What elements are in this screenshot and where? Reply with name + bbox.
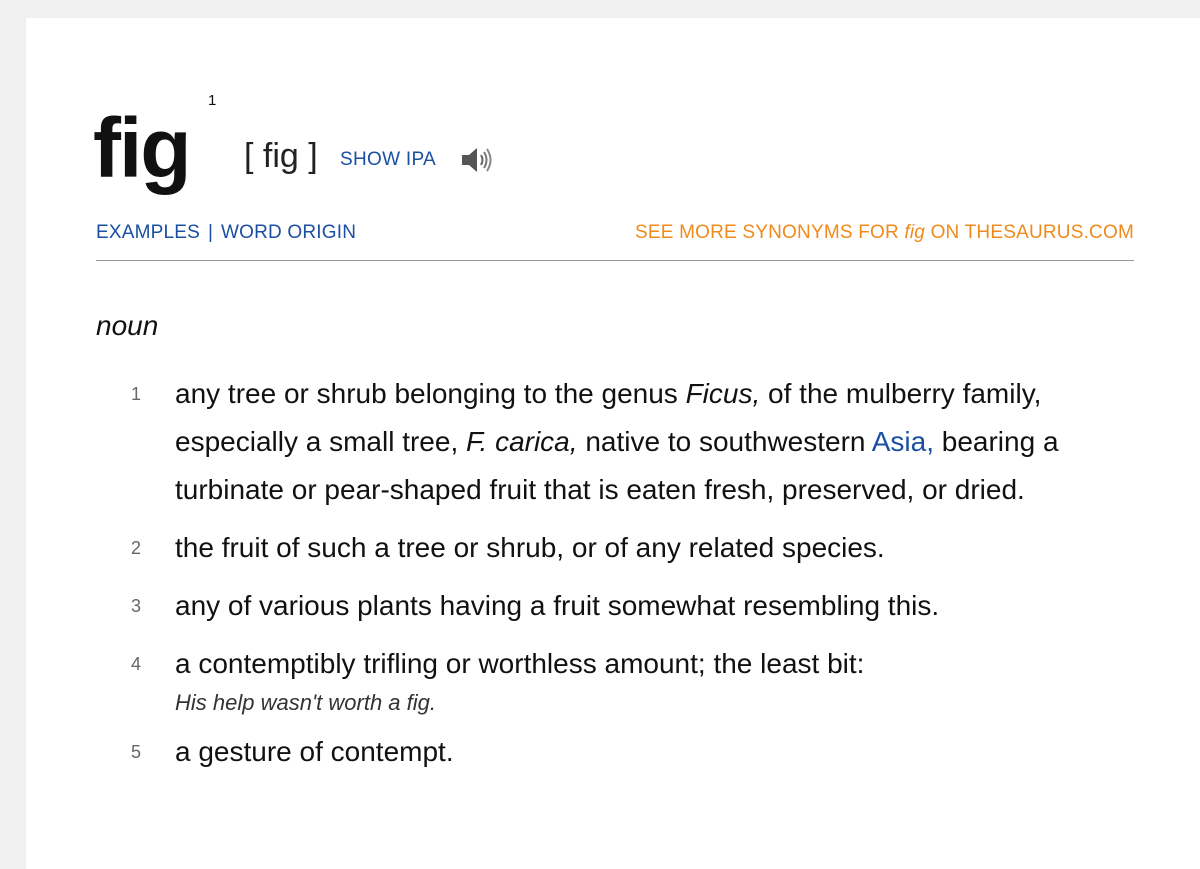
definition-text: a gesture of contempt. <box>175 736 454 767</box>
definition-text: any of various plants having a fruit somewhat resembling this. <box>175 590 940 621</box>
show-ipa-button[interactable]: SHOW IPA <box>340 149 436 170</box>
definition-segment: of the mulberry family, especially a small tree, <box>175 378 1042 457</box>
speaker-icon[interactable] <box>460 144 500 176</box>
nav-separator: | <box>208 222 213 243</box>
headword: fig <box>93 101 190 195</box>
definition-segment: bearing a turbinate or pear-shaped fruit that is eaten fresh, preserved, or dried. <box>175 426 1059 505</box>
thesaurus-prefix: SEE MORE SYNONYMS FOR <box>635 222 899 243</box>
headword-row <box>93 92 1134 198</box>
divider <box>96 260 1134 261</box>
definition-item <box>96 640 1134 718</box>
thesaurus-word: fig <box>904 222 926 243</box>
homograph-number: 1 <box>208 92 217 109</box>
pronunciation: [ fig ] <box>244 137 318 175</box>
entry-nav <box>96 220 1134 246</box>
asia-link[interactable]: Asia, <box>871 426 934 457</box>
definition-text: a contemptibly trifling or worthless amount; the least bit: <box>175 648 865 679</box>
definition-number: 2 <box>131 538 142 558</box>
species-name: F. carica, <box>466 426 578 457</box>
definition-text <box>175 378 1059 505</box>
thesaurus-link[interactable] <box>635 220 1134 246</box>
definition-segment: any tree or shrub belonging to the genus <box>175 378 678 409</box>
definition-text: the fruit of such a tree or shrub, or of any related species. <box>175 532 885 563</box>
usage-example: His help wasn't worth a fig. <box>175 690 436 715</box>
definition-number: 3 <box>131 596 142 616</box>
word-origin-link[interactable]: WORD ORIGIN <box>220 222 357 243</box>
thesaurus-suffix: ON THESAURUS.COM <box>930 222 1134 243</box>
definition-list <box>96 370 1134 786</box>
definition-number: 1 <box>131 384 142 404</box>
definition-item <box>96 524 1134 572</box>
examples-link[interactable]: EXAMPLES <box>96 222 201 243</box>
definition-item <box>96 370 1134 514</box>
definition-segment: native to southwestern <box>585 426 866 457</box>
genus-name: Ficus, <box>685 378 761 409</box>
definition-number: 4 <box>131 654 142 674</box>
definition-item <box>96 728 1134 776</box>
definition-item <box>96 582 1134 630</box>
dictionary-card <box>26 18 1200 869</box>
definition-number: 5 <box>131 742 142 762</box>
part-of-speech: noun <box>96 310 159 341</box>
